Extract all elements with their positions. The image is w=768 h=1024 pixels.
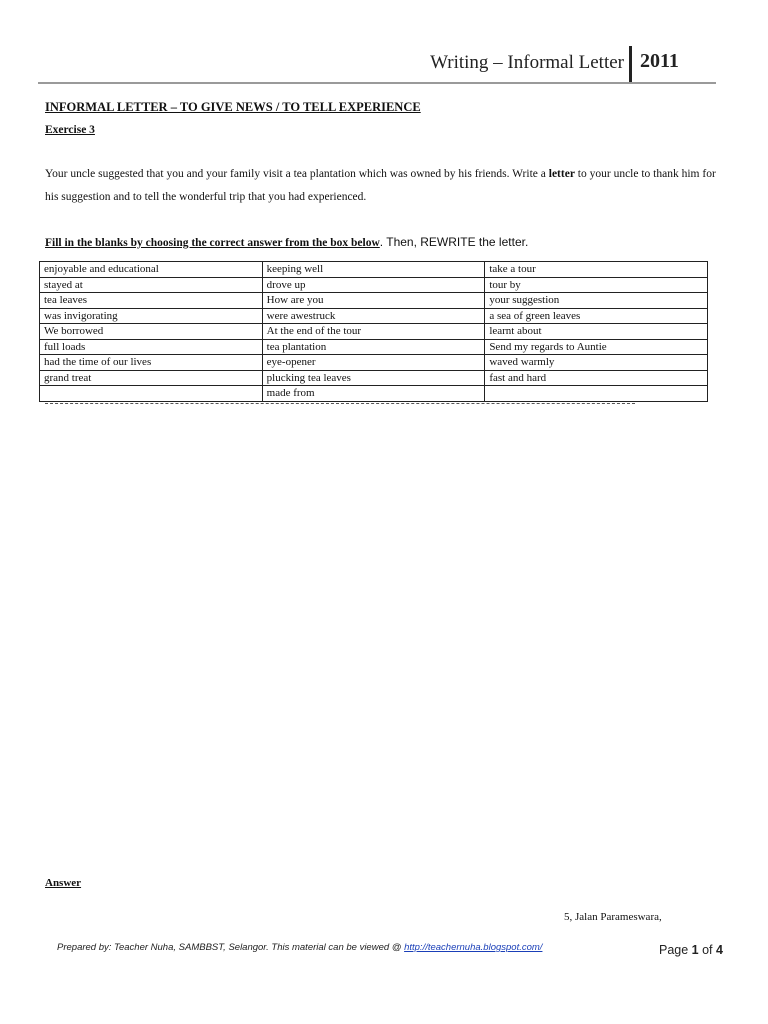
table-row xyxy=(40,277,708,293)
address-line: 5, Jalan Parameswara, xyxy=(564,911,662,923)
table-row xyxy=(40,293,708,309)
table-cell: had the time of our lives xyxy=(40,355,263,371)
exercise-prompt xyxy=(45,163,727,209)
table-cell: waved warmly xyxy=(485,355,708,371)
table-row xyxy=(40,355,708,371)
table-cell: eye-opener xyxy=(262,355,485,371)
prompt-text-2: to your uncle to thank him for his suggestion and to tell the wonderful trip that you had experienced. xyxy=(45,168,716,203)
table-cell: learnt about xyxy=(485,324,708,340)
dashed-separator xyxy=(45,403,635,404)
table-cell: take a tour xyxy=(485,262,708,278)
table-row xyxy=(40,386,708,402)
table-row xyxy=(40,324,708,340)
table-cell xyxy=(485,386,708,402)
page-current: 1 xyxy=(691,943,699,957)
header-divider xyxy=(629,46,632,82)
footer-link[interactable]: http://teachernuha.blogspot.com/ xyxy=(404,942,543,953)
page-of: of xyxy=(698,943,716,957)
table-cell: Send my regards to Auntie xyxy=(485,339,708,355)
table-cell: full loads xyxy=(40,339,263,355)
footer-note-text: Prepared by: Teacher Nuha, SAMBBST, Selangor. This material can be viewed @ xyxy=(57,942,405,953)
exercise-label: Exercise 3 xyxy=(45,124,95,136)
prompt-text-1: Your uncle suggested that you and your family visit a tea plantation which was owned by his friends. Write a xyxy=(45,168,549,180)
page-word: Page xyxy=(659,943,692,957)
table-cell xyxy=(40,386,263,402)
table-cell: tea leaves xyxy=(40,293,263,309)
instruction-rest: . Then, REWRITE the letter. xyxy=(379,235,529,249)
footer-note xyxy=(57,942,542,953)
table-cell: We borrowed xyxy=(40,324,263,340)
table-row xyxy=(40,262,708,278)
instruction-underlined: Fill in the blanks by choosing the correct answer from the box below xyxy=(45,237,380,249)
table-cell: tour by xyxy=(485,277,708,293)
word-box-table xyxy=(39,261,708,402)
table-cell: grand treat xyxy=(40,370,263,386)
table-cell: a sea of green leaves xyxy=(485,308,708,324)
table-cell: were awestruck xyxy=(262,308,485,324)
table-row xyxy=(40,370,708,386)
table-cell: was invigorating xyxy=(40,308,263,324)
page-total: 4 xyxy=(716,943,723,957)
table-cell: enjoyable and educational xyxy=(40,262,263,278)
header-year: 2011 xyxy=(640,50,679,72)
table-cell: your suggestion xyxy=(485,293,708,309)
instruction xyxy=(45,235,528,249)
page-header xyxy=(38,44,716,84)
table-cell: How are you xyxy=(262,293,485,309)
prompt-bold-word: letter xyxy=(548,168,575,180)
table-cell: tea plantation xyxy=(262,339,485,355)
table-cell: keeping well xyxy=(262,262,485,278)
table-row xyxy=(40,339,708,355)
main-title: INFORMAL LETTER – TO GIVE NEWS / TO TELL EXPERIENCE xyxy=(45,100,421,114)
table-cell: At the end of the tour xyxy=(262,324,485,340)
table-row xyxy=(40,308,708,324)
table-cell: fast and hard xyxy=(485,370,708,386)
answer-label: Answer xyxy=(45,877,82,889)
page-number xyxy=(659,943,723,957)
table-cell: drove up xyxy=(262,277,485,293)
table-cell: stayed at xyxy=(40,277,263,293)
table-cell: made from xyxy=(262,386,485,402)
table-cell: plucking tea leaves xyxy=(262,370,485,386)
header-title: Writing – Informal Letter xyxy=(430,52,624,73)
